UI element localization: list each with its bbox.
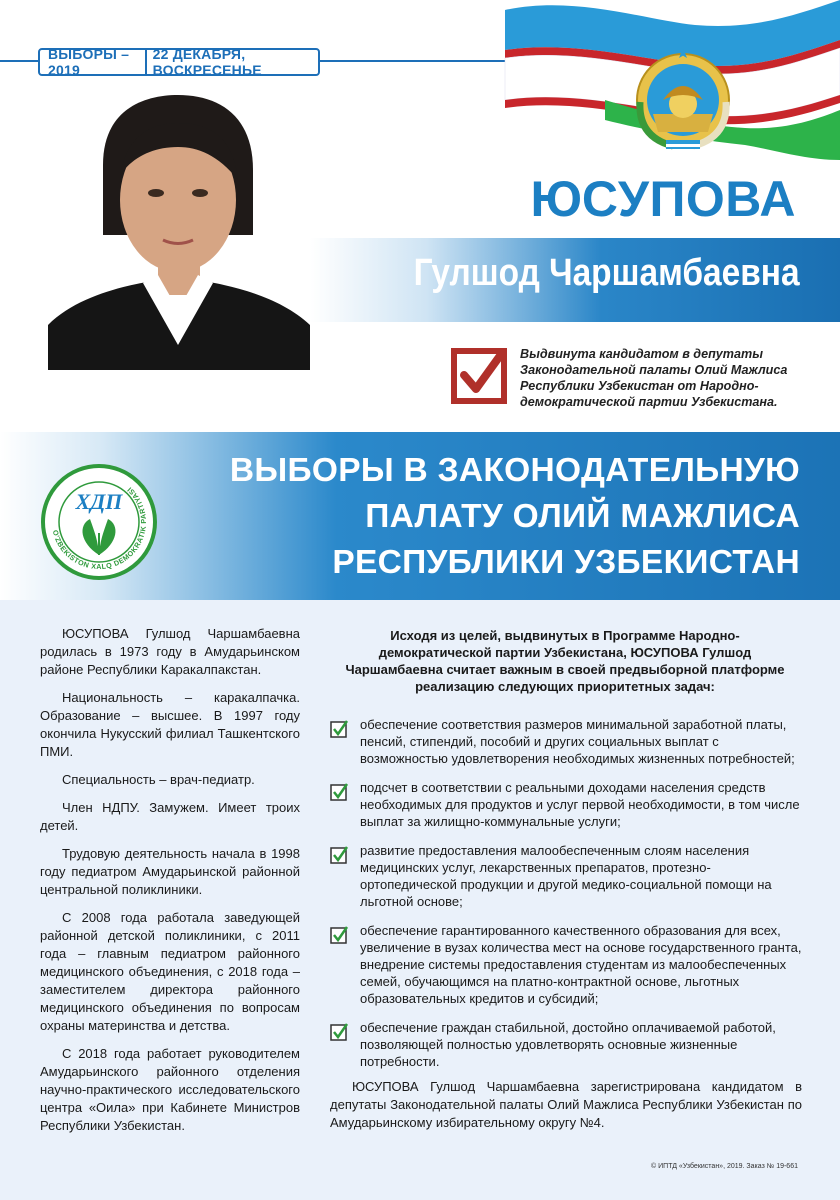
election-title — [180, 448, 800, 586]
biography-paragraph: ЮСУПОВА Гулшод Чаршамбаевна родилась в 1973 году в Амударьинском районе Республики Каракалпакстан. — [40, 626, 300, 677]
checkbox-checked-icon — [330, 719, 349, 738]
biography-paragraph: С 2018 года работает руководителем Амударьинского районного отделения научно-практического исследовательского центра «Оила» при Кабинете Министров Республики Узбекистан. — [40, 1046, 300, 1133]
task-text: обеспечение соответствия размеров минимальной заработной платы, пенсий, стипендий, пособий и других социальных выплат с возможностью удовлетворения необходимых жизненных потребностей; — [360, 717, 795, 766]
party-logo — [40, 463, 158, 581]
election-title-line: ПАЛАТУ ОЛИЙ МАЖЛИСА — [365, 498, 800, 535]
list-item — [330, 716, 802, 767]
print-imprint: © ИПТД «Узбекистан», 2019. Заказ № 19-661 — [651, 1163, 798, 1170]
list-item — [330, 922, 802, 1007]
checkbox-checked-icon — [330, 1022, 349, 1041]
checkbox-checked-icon — [330, 925, 349, 944]
election-title-line: ВЫБОРЫ В ЗАКОНОДАТЕЛЬНУЮ — [229, 452, 800, 489]
list-item — [330, 779, 802, 830]
biography-paragraph: Член НДПУ. Замужем. Имеет троих детей. — [40, 800, 300, 833]
party-abbr: ХДП — [75, 489, 123, 514]
election-label: ВЫБОРЫ – 2019 — [40, 50, 147, 74]
checkbox-checked-icon — [330, 845, 349, 864]
biography — [40, 625, 300, 1145]
candidate-surname: ЮСУПОВА — [530, 171, 796, 227]
election-date: 22 ДЕКАБРЯ, ВОСКРЕСЕНЬЕ — [152, 46, 262, 78]
registration-statement: ЮСУПОВА Гулшод Чаршамбаевна зарегистрирована кандидатом в депутаты Законодательной палаты Олий Мажлиса Республики Узбекистан по Амударьинскому избирательному округу №4. — [330, 1079, 802, 1130]
task-text: обеспечение гарантированного качественного образования для всех, увеличение в вузах количества мест на основе государственного гранта, внедрение системы предоставления студентам из малообеспеченных семей, обучающимся на платно-контрактной основе, льготных образовательных кредитов и субсидий; — [360, 923, 802, 1006]
task-text: подсчет в соответствии с реальными доходами населения средств необходимых для продуктов и услуг первой необходимости, в том числе выплат за жилищно-коммунальные услуги; — [360, 780, 800, 829]
state-emblem-icon — [628, 42, 738, 154]
list-item — [330, 1019, 802, 1070]
task-text: развитие предоставления малообеспеченным слоям населения медицинских услуг, лекарственных препаратов, протезно-ортопедической продукции и другой медико-социальной помощи на льготной основе; — [360, 843, 772, 909]
candidate-given-name: Гулшод Чаршамбаевна — [414, 252, 800, 294]
program-task-list — [330, 716, 802, 1082]
party-ring-text: O'ZBEKISTON XALQ DEMOKRATIK PARTIYASI — [50, 485, 149, 572]
biography-paragraph: Национальность – каракалпачка. Образование – высшее. В 1997 году окончила Нукусский филиал Ташкентского ПМИ. — [40, 690, 300, 759]
candidate-photo — [48, 95, 310, 370]
list-item — [330, 842, 802, 910]
task-text: обеспечение граждан стабильной, достойно оплачиваемой работой, позволяющей полностью удовлетворять основные жизненные потребности. — [360, 1020, 776, 1069]
biography-paragraph: Трудовую деятельность начала в 1998 году педиатром Амударьинской районной центральной поликлиники. — [40, 846, 300, 897]
checkbox-checked-icon — [330, 782, 349, 801]
nomination-statement: Выдвинута кандидатом в депутаты Законодательной палаты Олий Мажлиса Республики Узбекистан от Народно-демократической партии Узбекистана. — [520, 347, 788, 409]
election-date-badge — [38, 48, 320, 76]
biography-paragraph: С 2008 года работала заведующей районной детской поликлиники, с 2011 года – главным педиатром районного медицинского объединения, с 2018 года – заместителем директора районного медицинского объединения по вопросам охраны материнства и детства. — [40, 910, 300, 1033]
biography-paragraph: Специальность – врач-педиатр. — [62, 772, 255, 787]
election-title-line: РЕСПУБЛИКИ УЗБЕКИСТАН — [332, 544, 800, 581]
program-intro: Исходя из целей, выдвинутых в Программе Народно-демократической партии Узбекистана, ЮСУПОВА Гулшод Чаршамбаевна считает важным в своей предвыборной платформе реализацию следующих приоритетных задач: — [345, 628, 785, 694]
checkbox-checked-icon — [450, 347, 508, 405]
